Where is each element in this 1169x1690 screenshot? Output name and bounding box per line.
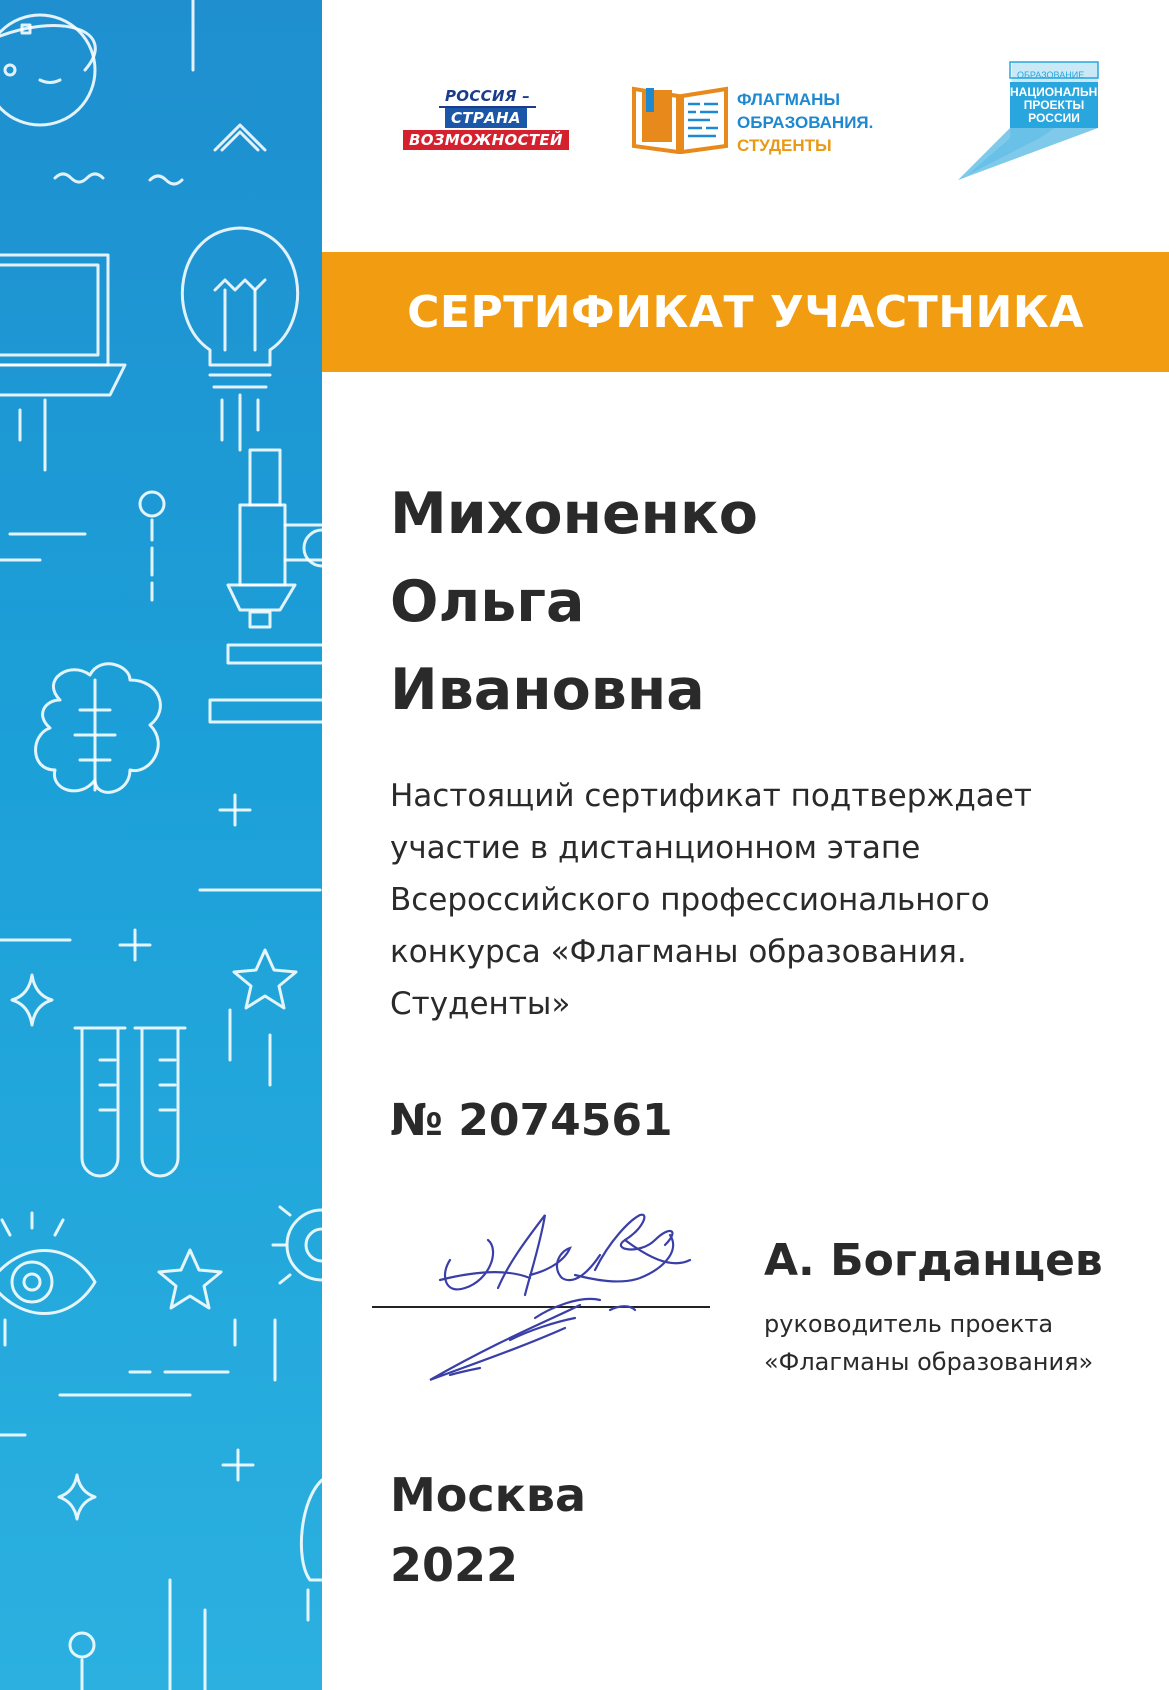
chevron-up-icon: [215, 125, 265, 150]
wave-icon: [55, 174, 103, 182]
description-line: Студенты»: [390, 986, 571, 1022]
description-line: конкурса «Флагманы образования.: [390, 934, 967, 970]
signer-role: [764, 1305, 1093, 1381]
signer-role-line: «Флагманы образования»: [764, 1348, 1094, 1376]
lightbulb-icon: [182, 228, 297, 450]
logo-text: ОБРАЗОВАНИЯ.: [737, 113, 874, 132]
signer-role-line: руководитель проекта: [764, 1310, 1054, 1338]
sparkle-icon: [12, 975, 52, 1025]
flagmany-education-logo: [630, 84, 900, 154]
handwritten-signature: [380, 1200, 710, 1400]
pin-icon: [140, 492, 164, 600]
plus-icon: [220, 795, 250, 825]
decorative-side-panel: [0, 0, 322, 1690]
sparkle-icon: [59, 1475, 95, 1519]
year: 2022: [390, 1538, 519, 1592]
recipient-patronymic: Ивановна: [390, 657, 705, 723]
recipient-first-name: Ольга: [390, 569, 585, 635]
microscope-icon: [210, 450, 322, 722]
test-tubes-icon: [75, 1028, 185, 1176]
brain-icon: [36, 664, 161, 793]
logo-text: НАЦИОНАЛЬНЫЕ: [1010, 85, 1117, 99]
star-icon: [234, 950, 296, 1008]
wave-icon: [150, 176, 182, 184]
description-line: Всероссийского профессионального: [390, 882, 990, 918]
plus-icon: [120, 930, 150, 960]
logo-text: ФЛАГМАНЫ: [737, 90, 841, 109]
laptop-icon: [0, 255, 125, 395]
logo-text: СТРАНА: [445, 108, 527, 128]
eye-icon: [0, 1213, 95, 1314]
logos-row: [390, 58, 1130, 188]
description-line: Настоящий сертификат подтверждает: [390, 778, 1032, 814]
logo-text: РОССИЯ –: [439, 86, 536, 108]
rocket-icon: [301, 1480, 322, 1620]
signer-name: А. Богданцев: [764, 1235, 1103, 1286]
planet-icon: [0, 15, 95, 125]
city: Москва: [390, 1468, 587, 1522]
pin-icon: [70, 1633, 94, 1690]
certificate-number: № 2074561: [390, 1095, 673, 1146]
logo-text: ОБРАЗОВАНИЕ: [1017, 70, 1085, 80]
plus-icon: [223, 1450, 253, 1480]
recipient-surname: Михоненко: [390, 481, 758, 547]
certificate-description: [390, 770, 1120, 1030]
logo-text: ВОЗМОЖНОСТЕЙ: [403, 130, 569, 150]
recipient-name: [390, 470, 758, 734]
gear-icon: [273, 1207, 322, 1283]
place-and-year: [390, 1460, 586, 1600]
logo-text: СТУДЕНТЫ: [737, 136, 832, 155]
description-line: участие в дистанционном этапе: [390, 830, 921, 866]
russia-land-of-opportunity-logo: [395, 86, 580, 156]
book-icon: [630, 84, 730, 154]
logo-text: РОССИИ: [1028, 111, 1080, 125]
national-projects-logo: [950, 58, 1117, 183]
certificate-banner: [322, 252, 1169, 372]
star-icon: [159, 1250, 221, 1308]
certificate-title: СЕРТИФИКАТ УЧАСТНИКА: [407, 286, 1084, 338]
logo-text: ПРОЕКТЫ: [1023, 98, 1085, 112]
